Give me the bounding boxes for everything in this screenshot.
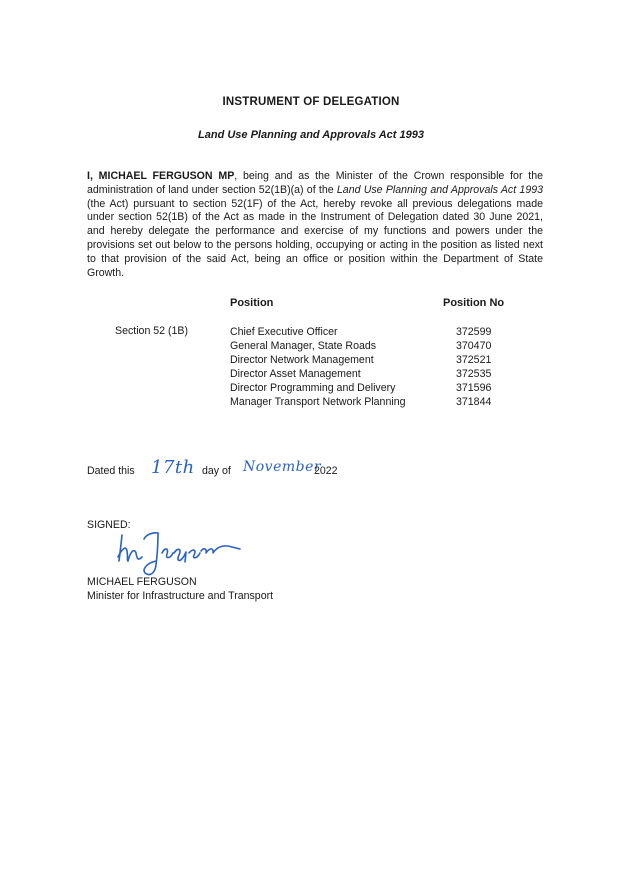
day-of-label: day of — [202, 465, 231, 477]
minister-name: I, MICHAEL FERGUSON MP — [87, 170, 235, 182]
document-subtitle: Land Use Planning and Approvals Act 1993 — [198, 129, 424, 141]
position-title: Director Network Management — [230, 354, 374, 366]
position-title: Director Programming and Delivery — [230, 382, 396, 394]
position-column-header: Position — [230, 297, 274, 309]
position-number: 371596 — [456, 382, 492, 394]
dated-label: Dated this — [87, 465, 135, 477]
position-number: 372535 — [456, 368, 492, 380]
handwritten-day: 17th — [151, 457, 195, 478]
position-number: 372599 — [456, 326, 492, 338]
table-row — [230, 353, 530, 367]
paragraph-text-1: , being and as the Minister of the Crown responsible for the administration of land under section 52(1B)(a) of the — [87, 170, 543, 196]
position-number-column-header: Position No — [443, 297, 505, 309]
section-reference: Section 52 (1B) — [115, 325, 189, 337]
table-row — [230, 381, 530, 395]
act-name: Land Use Planning and Approvals Act 1993 — [336, 183, 544, 196]
signer-title: Minister for Infrastructure and Transport — [87, 590, 274, 602]
handwritten-month: November — [243, 459, 322, 475]
delegation-paragraph — [87, 170, 543, 280]
paragraph-text-2: (the Act) pursuant to section 52(1F) of the Act, hereby revoke all previous delegations made under section 52(1B) of the Act as made in the Instrument of Delegation dated 30 June 2021, and hereby delegate the performance and exercise of my functions and powers under the provisions set out below to the persons holding, occupying or acting in the position as listed next to that provision of the said Act, being an office or position within the Department of State Growth. — [87, 197, 543, 279]
position-title: General Manager, State Roads — [230, 340, 377, 352]
dated-line — [87, 457, 407, 487]
position-title: Manager Transport Network Planning — [230, 396, 406, 408]
delegation-table — [230, 325, 530, 409]
table-row — [230, 395, 530, 409]
table-row — [230, 367, 530, 381]
handwritten-signature — [112, 523, 246, 583]
document-title: INSTRUMENT OF DELEGATION — [222, 96, 400, 108]
position-number: 372521 — [456, 354, 492, 366]
position-title: Chief Executive Officer — [230, 326, 338, 338]
position-number: 371844 — [456, 396, 492, 408]
year: 2022 — [314, 465, 338, 477]
signer-name: MICHAEL FERGUSON — [87, 576, 197, 588]
position-number: 370470 — [456, 340, 492, 352]
table-row — [230, 339, 530, 353]
position-title: Director Asset Management — [230, 368, 361, 380]
signed-label: SIGNED: — [87, 519, 131, 531]
table-row — [230, 325, 530, 339]
